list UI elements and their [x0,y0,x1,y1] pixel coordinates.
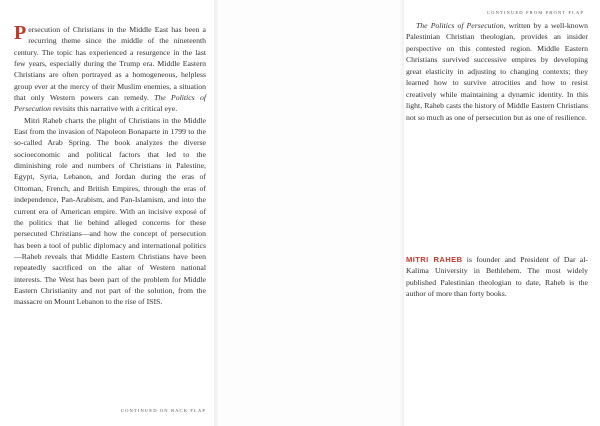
continued-from-front-flap: CONTINUED FROM FRONT FLAP [487,10,584,15]
para1-start: ersecution of Christians in the Middle East has been a recurring theme since the middle of the nineteenth century. The topic has experienced a resurgence in the last few years, especially during the Trump era. Middle Eastern Christians are often portrayed as a homogeneous, helpless group ever at the mercy of their Muslim enemies, a situation that only Western powers can remedy. [14,25,206,103]
book-title-italic: The Politics of Persecution [14,93,206,114]
front-flap-paragraph-2: Mitri Raheb charts the plight of Christians in the Middle East from the invasion of Napoleon Bonaparte in 1799 to the so-called Arab Spring. The book analyzes the diverse socioeconomic and political factors that led to the diminishing role and numbers of Christians in Palestine, Egypt, Syria, Lebanon, and Jordan during the eras of Ottoman, French, and British Empires, through the eras of independence, Pan-Arabism, and Pan-Islamism, and into the current era of American empire. With an incisive exposé of the politics that lie behind alleged concerns for these persecuted Christians—and how the concept of persecution has been a tool of public diplomacy and international politics—Raheb reveals that Middle Eastern Christians have been repeatedly sacrificed on the altar of Western national interests. The West has been part of the problem for Middle Eastern Christianity and not part of the solution, from the massacre on Mount Lebanon to the rise of ISIS. [14,115,206,307]
back-flap-text [406,20,588,123]
drop-cap: P [14,22,27,44]
front-flap [0,0,214,426]
fold-left [214,0,220,426]
back-flap-book-title: The Politics of Persecution [416,21,504,30]
front-flap-paragraph-1 [14,24,206,115]
author-name: MITRI RAHEB [406,255,463,264]
back-flap-para-rest: , written by a well-known Palestinian Christian theologian, provides an insider perspective on this contested region. Middle Eastern Christians survived successive empires by developing great elasticity in adjusting to changing contexts; they learned how to survive atrocities and how to resist creatively while maintaining a dynamic identity. In this light, Raheb casts the history of Middle Eastern Christians not so much as one of persecution but as one of resilience. [406,21,588,122]
author-bio-paragraph [406,254,588,300]
para1-end: revisits this narrative with a critical eye. [51,104,178,114]
front-flap-text [14,24,206,308]
author-bio [406,254,588,300]
continued-on-back-flap: CONTINUED ON BACK FLAP [120,408,206,413]
back-flap-paragraph [406,20,588,123]
author-bio-text: is founder and President of Dar al-Kalima University in Bethlehem. The most widely published Palestinian theologian to date, Raheb is the author of more than forty books. [406,255,588,299]
